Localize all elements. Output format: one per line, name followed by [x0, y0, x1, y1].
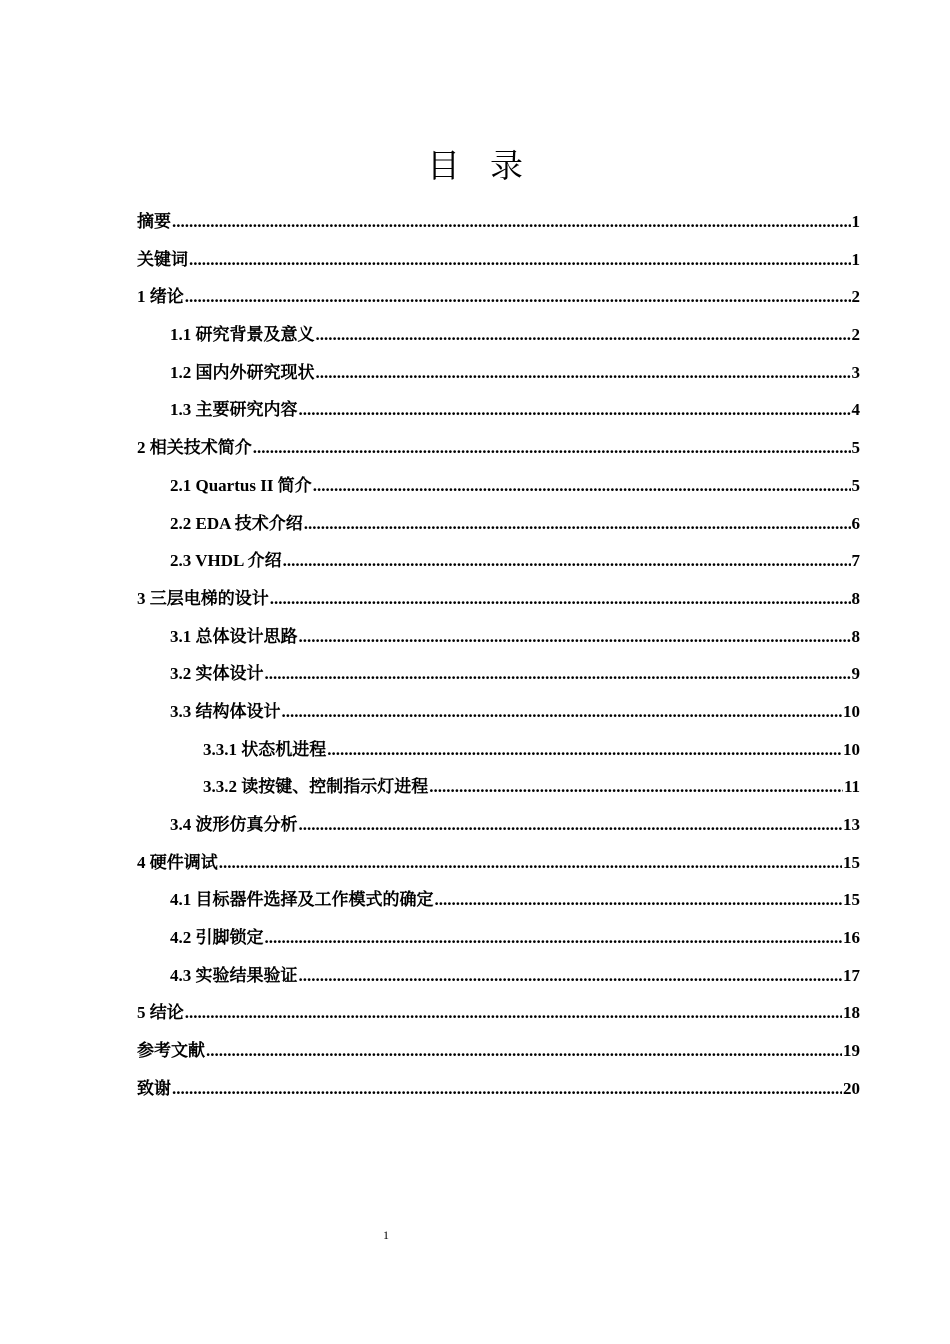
toc-entry-label: 1.2 国内外研究现状	[170, 362, 315, 382]
toc-entry[interactable]	[137, 806, 860, 844]
toc-entry-page: 16	[843, 928, 860, 948]
toc-entry-label: 4.3 实验结果验证	[170, 965, 298, 985]
toc-dot-leader	[189, 241, 851, 279]
toc-entry[interactable]	[137, 505, 860, 543]
toc-entry-page: 8	[851, 588, 860, 608]
toc-entry[interactable]	[137, 919, 860, 957]
toc-entry-label: 关键词	[137, 249, 188, 269]
toc-entry[interactable]	[137, 354, 860, 392]
toc-entry[interactable]	[137, 618, 860, 656]
toc-entry-page: 18	[843, 1003, 860, 1023]
toc-entry-page: 13	[843, 815, 860, 834]
toc-dot-leader	[316, 316, 851, 354]
toc-entry-page: 2	[851, 325, 860, 345]
toc-entry[interactable]	[137, 467, 860, 505]
toc-entry[interactable]	[137, 316, 860, 354]
toc-entry-page: 7	[851, 551, 860, 571]
toc-entry-page: 5	[851, 438, 860, 458]
toc-dot-leader	[299, 391, 851, 429]
toc-entry[interactable]	[137, 655, 860, 693]
toc-entry-page: 9	[851, 664, 860, 684]
toc-entry-page: 1	[851, 249, 860, 269]
toc-entry-label: 3.4 波形仿真分析	[170, 815, 298, 834]
page-title-char-2: 录	[490, 146, 523, 185]
toc-entry-label: 3.1 总体设计思路	[170, 626, 298, 646]
toc-dot-leader	[253, 429, 851, 467]
table-of-contents	[137, 203, 860, 1108]
toc-entry[interactable]	[137, 278, 860, 316]
toc-dot-leader	[435, 881, 843, 919]
toc-entry[interactable]	[137, 994, 860, 1032]
toc-entry-label: 3.3.1 状态机进程	[203, 739, 327, 759]
toc-dot-leader	[219, 844, 842, 882]
toc-dot-leader	[185, 278, 851, 316]
toc-dot-leader	[270, 580, 851, 618]
toc-dot-leader	[206, 1032, 842, 1070]
toc-entry[interactable]	[137, 768, 860, 806]
toc-entry[interactable]	[137, 1070, 860, 1108]
toc-dot-leader	[313, 467, 851, 505]
toc-entry-page: 8	[851, 626, 860, 646]
toc-entry-label: 5 结论	[137, 1003, 184, 1023]
toc-entry[interactable]	[137, 957, 860, 995]
toc-entry-page: 11	[843, 777, 860, 797]
toc-entry[interactable]	[137, 391, 860, 429]
toc-entry[interactable]	[137, 731, 860, 769]
toc-entry[interactable]	[137, 580, 860, 618]
toc-dot-leader	[304, 505, 851, 543]
toc-entry[interactable]	[137, 542, 860, 580]
toc-entry-label: 1.1 研究背景及意义	[170, 325, 315, 345]
toc-entry[interactable]	[137, 881, 860, 919]
toc-dot-leader	[299, 618, 851, 656]
toc-entry[interactable]	[137, 693, 860, 731]
toc-entry-label: 3 三层电梯的设计	[137, 588, 269, 608]
toc-entry-page: 10	[843, 739, 860, 759]
toc-dot-leader	[172, 1070, 842, 1108]
toc-entry-label: 1.3 主要研究内容	[170, 400, 298, 420]
toc-entry[interactable]	[137, 429, 860, 467]
toc-entry-label: 4 硬件调试	[137, 852, 218, 872]
toc-dot-leader	[283, 542, 851, 580]
toc-entry-label: 致谢	[137, 1078, 171, 1098]
toc-entry-page: 15	[843, 890, 860, 910]
toc-entry-label: 2.2 EDA 技术介绍	[170, 513, 303, 533]
toc-dot-leader	[327, 731, 842, 769]
toc-dot-leader	[429, 768, 843, 806]
toc-entry-label: 3.3.2 读按键、控制指示灯进程	[203, 777, 429, 797]
toc-entry-label: 2.1 Quartus II 简介	[170, 475, 312, 495]
toc-entry-label: 参考文献	[137, 1041, 205, 1061]
toc-entry-label: 3.3 结构体设计	[170, 701, 281, 721]
toc-entry-label: 摘要	[137, 212, 171, 231]
toc-dot-leader	[185, 994, 842, 1032]
toc-dot-leader	[299, 957, 843, 995]
toc-dot-leader	[282, 693, 843, 731]
toc-entry-label: 2 相关技术简介	[137, 438, 252, 458]
toc-entry-page: 4	[851, 400, 860, 420]
toc-entry-page: 19	[843, 1041, 860, 1061]
toc-entry-page: 17	[843, 965, 860, 985]
toc-entry[interactable]	[137, 844, 860, 882]
toc-dot-leader	[299, 806, 843, 844]
toc-dot-leader	[265, 655, 851, 693]
toc-dot-leader	[265, 919, 843, 957]
page-title-char-1: 目	[427, 146, 460, 185]
toc-entry-page: 20	[843, 1078, 860, 1098]
toc-entry-label: 2.3 VHDL 介绍	[170, 551, 282, 571]
toc-entry-page: 15	[843, 852, 860, 872]
toc-dot-leader	[316, 354, 851, 392]
toc-dot-leader	[172, 203, 851, 241]
toc-entry-label: 4.2 引脚锁定	[170, 928, 264, 948]
toc-entry[interactable]	[137, 203, 860, 241]
toc-entry[interactable]	[137, 241, 860, 279]
page-title	[0, 140, 950, 187]
footer-page-number: 1	[383, 1228, 389, 1242]
toc-entry-label: 1 绪论	[137, 287, 184, 307]
toc-entry-page: 1	[851, 212, 860, 231]
toc-entry-label: 3.2 实体设计	[170, 664, 264, 684]
toc-entry-page: 10	[843, 701, 860, 721]
toc-entry-page: 3	[851, 362, 860, 382]
toc-entry-page: 2	[851, 287, 860, 307]
toc-entry-page: 6	[851, 513, 860, 533]
toc-entry[interactable]	[137, 1032, 860, 1070]
toc-entry-page: 5	[851, 475, 860, 495]
toc-entry-label: 4.1 目标器件选择及工作模式的确定	[170, 890, 434, 910]
